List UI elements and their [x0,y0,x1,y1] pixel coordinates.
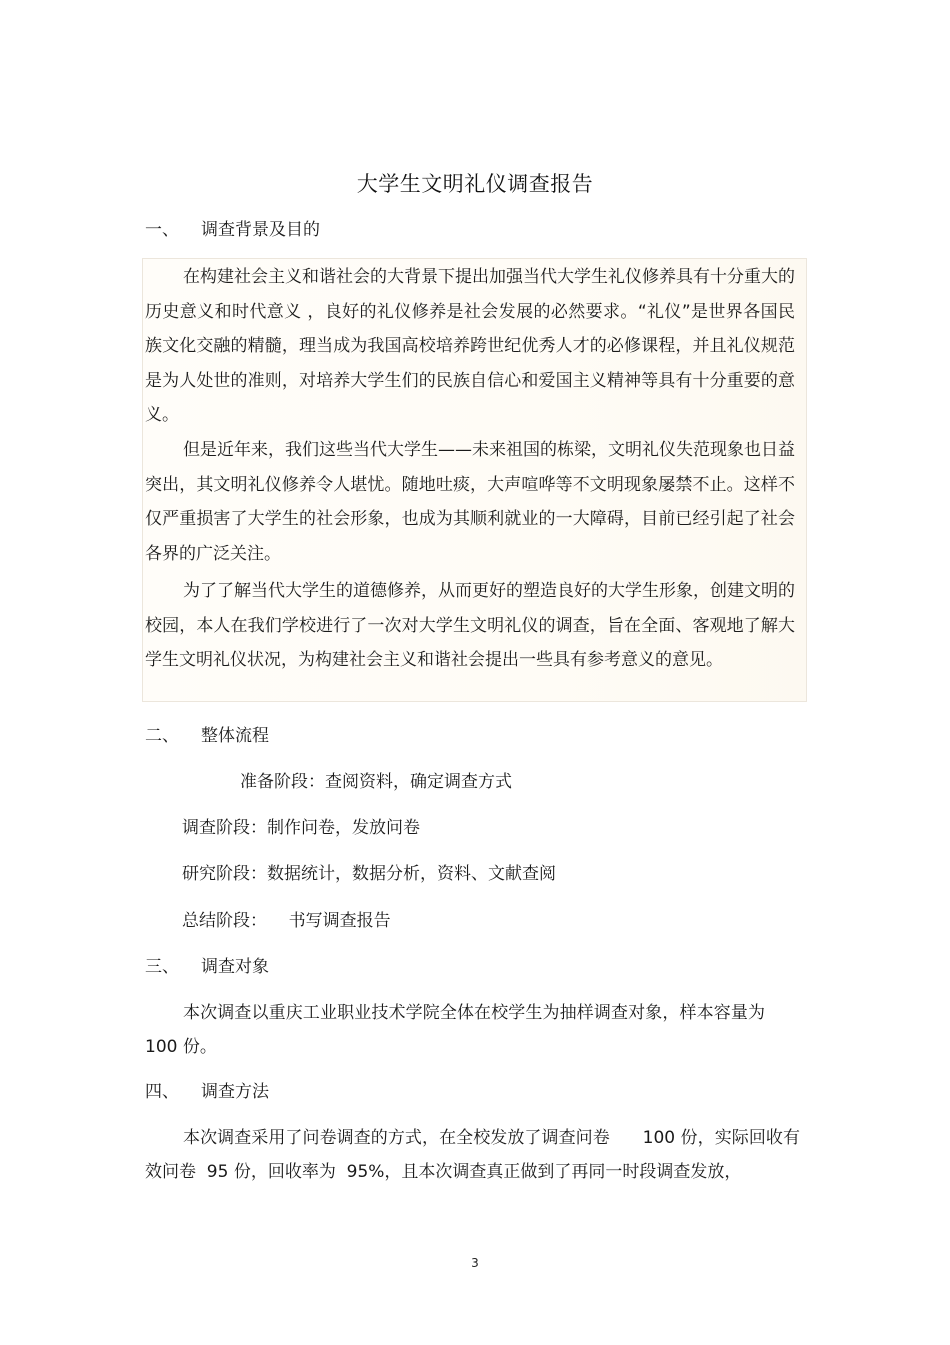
process-step-summary: 总结阶段： 书写调查报告 [182,911,391,931]
section-heading-process [145,725,269,747]
section-title: 整体流程 [201,726,269,746]
section-number: 一、 [145,220,179,240]
section-title: 调查对象 [201,957,269,977]
section-heading-background [145,219,320,241]
paragraph-background-3: 为了了解当代大学生的道德修养，从而更好的塑造良好的大学生形象，创建文明的校园，本人在我们学校进行了一次对大学生文明礼仪的调查，旨在全面、客观地了解大学生文明礼仪状况，为构建社会主义和谐社会提出一些具有参考意义的意见。 [145,581,795,670]
document-title: 大学生文明礼仪调查报告 [356,172,594,196]
paragraph-method: 本次调查采用了问卷调查的方式，在全校发放了调查问卷 100 份，实际回收有效问卷 95 份，回收率为 95%，且本次调查真正做到了再同一时段调查发放， [145,1128,800,1182]
paragraph-subjects: 本次调查以重庆工业职业技术学院全体在校学生为抽样调查对象，样本容量为 100 份。 [145,1003,765,1057]
process-step-survey: 调查阶段：制作问卷，发放问卷 [182,818,420,838]
page-number: 3 [471,1256,479,1270]
section-number: 四、 [145,1082,179,1102]
section-heading-method [145,1081,269,1103]
section-title: 调查背景及目的 [201,220,320,240]
process-step-prepare: 准备阶段：查阅资料，确定调查方式 [240,772,512,792]
section-number: 三、 [145,957,179,977]
process-step-research: 研究阶段：数据统计，数据分析，资料、文献查阅 [182,864,556,884]
section-title: 调查方法 [201,1082,269,1102]
section-heading-subjects [145,956,269,978]
section-number: 二、 [145,726,179,746]
paragraph-background-1: 在构建社会主义和谐社会的大背景下提出加强当代大学生礼仪修养具有十分重大的历史意义和时代意义 ，良好的礼仪修养是社会发展的必然要求。“礼仪”是世界各国民族文化交融的精髓，理当成为我国高校培养跨世纪优秀人才的必修课程，并且礼仪规范是为人处世的准则，对培养大学生们的民族自信心和爱国主义精神等具有十分重要的意义。 [145,267,795,425]
paragraph-background-2: 但是近年来，我们这些当代大学生——未来祖国的栋梁，文明礼仪失范现象也日益突出，其文明礼仪修养令人堪忧。随地吐痰，大声喧哗等不文明现象屡禁不止。这样不仅严重损害了大学生的社会形象，也成为其顺利就业的一大障碍，目前已经引起了社会各界的广泛关注。 [145,440,795,564]
